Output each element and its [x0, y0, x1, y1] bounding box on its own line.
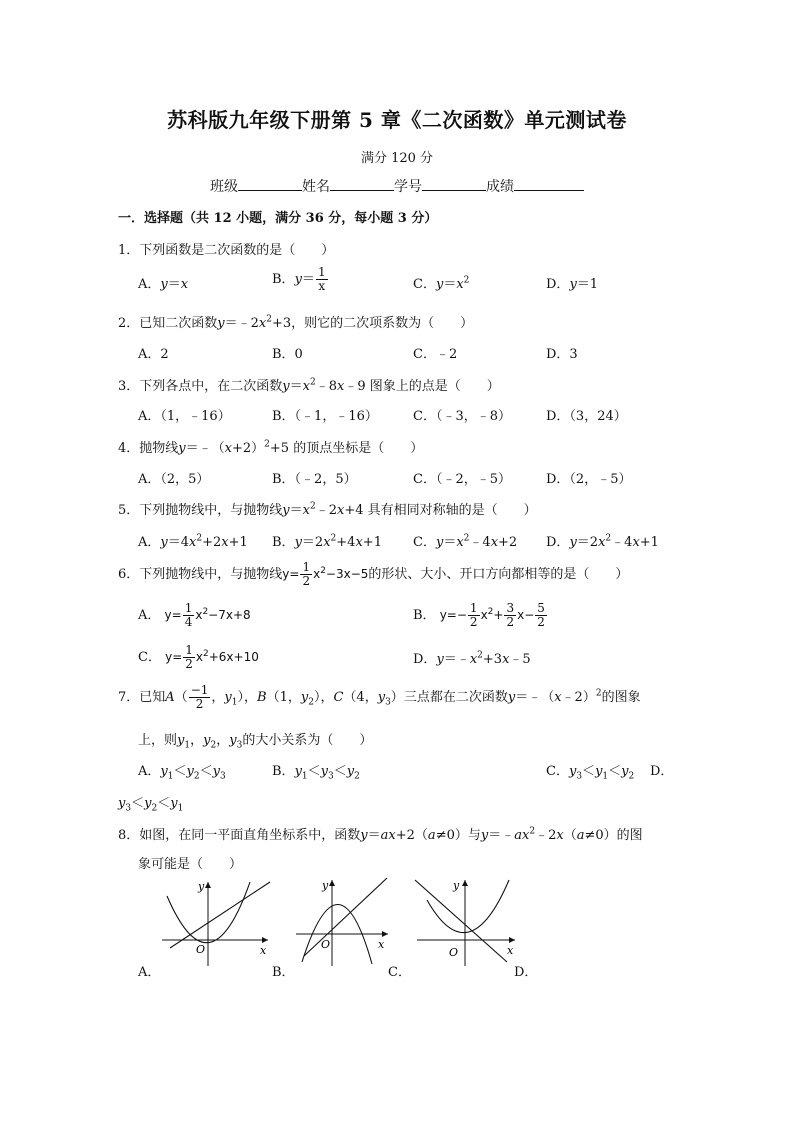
class-blank[interactable] — [238, 178, 302, 191]
svg-text:x: x — [378, 938, 385, 951]
name-label: 姓名 — [302, 179, 330, 195]
q8-option-b[interactable]: B． — [272, 965, 295, 980]
svg-text:O: O — [449, 946, 459, 959]
q4-option-c[interactable]: C．（﹣2，﹣5） — [413, 472, 511, 487]
svg-text:O: O — [321, 938, 331, 951]
q8-stem: 8．如图，在同一平面直角坐标系中，函数y＝ax+2（a≠0）与$y=﹣ax^2﹣2x(a\ne 0)$的图 — [118, 826, 643, 843]
student-info-line — [0, 176, 794, 196]
q1-option-d[interactable]: D．y＝1 — [546, 277, 599, 292]
graph-c[interactable] — [413, 876, 523, 968]
q2-option-b[interactable]: B．0 — [272, 347, 303, 362]
q1-option-a[interactable]: A．y＝x — [138, 277, 189, 292]
svg-text:x: x — [507, 944, 514, 957]
q5-option-a[interactable]: A．$y=4x^2+2x+1$ — [138, 533, 248, 550]
score-label: 成绩 — [486, 179, 514, 195]
q1-stem: 1．下列函数是二次函数的是（ ） — [118, 243, 335, 258]
name-blank[interactable] — [330, 178, 394, 191]
q3-stem: 3．下列各点中，在二次函数$y=x^2﹣8x﹣9$ 图象上的点是（ ） — [118, 377, 500, 394]
q5-option-c[interactable]: C．$y=x^2﹣4x+2$ — [413, 533, 518, 550]
q5-option-d[interactable]: D．$y=2x^2﹣4x+1$ — [546, 533, 659, 550]
q4-option-b[interactable]: B．（﹣2，5） — [272, 472, 357, 487]
page-title: 苏科版九年级下册第 5 章《二次函数》单元测试卷 — [167, 108, 627, 132]
graph-a[interactable] — [160, 876, 275, 968]
q2-option-d[interactable]: D．3 — [546, 347, 578, 362]
q6-option-a[interactable]: A． y= $\frac{1}{4}$ $x^2-7x+8$ — [138, 601, 251, 629]
q4-option-d[interactable]: D．（2，﹣5） — [546, 472, 632, 487]
graph-b[interactable] — [292, 876, 392, 968]
q6-stem: 6．下列抛物线中，与抛物线y= $\frac{1}{2}$ $x^2-3x-5$的形状、大小、开口方向都相等的是（ ） — [118, 560, 629, 588]
svg-text:y: y — [198, 880, 205, 893]
svg-text:y: y — [322, 879, 329, 892]
q4-option-a[interactable]: A．（2，5） — [138, 472, 210, 487]
q8-stem-line2: 象可能是（ ） — [138, 857, 243, 872]
q7-stem-line2: 上，则$y_1$，$y_2$，$y_3$的大小关系为（ ） — [138, 733, 373, 751]
q7-option-a[interactable]: A．$y_1<y_2<y_3$ — [138, 764, 226, 782]
q7-option-b[interactable]: B．$y_1<y_3<y_2$ — [272, 764, 360, 782]
q3-option-a[interactable]: A．（1，﹣16） — [138, 409, 231, 424]
q7-option-c[interactable]: C．$y_3<y_1<y_2$ — [546, 764, 635, 782]
svg-text:x: x — [260, 944, 267, 957]
full-score: 满分 120 分 — [360, 151, 434, 166]
q2-option-c[interactable]: C．﹣2 — [413, 347, 458, 362]
q2-option-a[interactable]: A．2 — [138, 347, 169, 362]
q1-option-b[interactable]: B．y＝ $\frac{1}{x}$ — [272, 265, 326, 293]
q7-option-d-label[interactable]: D． — [650, 764, 674, 779]
class-label: 班级 — [210, 179, 238, 195]
svg-text:y: y — [453, 879, 460, 892]
q7-stem: 7．已知A（ $\frac{-1}{2}$ ，$y_1$），B（1，$y_2$），C（4，$y_3$）三点都在二次函数y＝﹣（x﹣2）$^2$的图象 — [118, 683, 641, 711]
number-label: 学号 — [394, 179, 422, 195]
q6-option-d[interactable]: D．$y=﹣x^2+3x﹣5$ — [413, 650, 531, 667]
q8-option-d[interactable]: D． — [514, 965, 538, 980]
section-heading: 一．选择题（共 12 小题，满分 36 分，每小题 3 分） — [118, 211, 438, 226]
q3-option-c[interactable]: C．（﹣3，﹣8） — [413, 409, 511, 424]
q3-option-d[interactable]: D．（3，24） — [546, 409, 627, 424]
q6-option-c[interactable]: C． y= $\frac{1}{2}$ $x^2+6x+10$ — [138, 643, 259, 671]
q5-stem: 5．下列抛物线中，与抛物线$y=x^2﹣2x+4$ 具有相同对称轴的是（ ） — [118, 501, 537, 518]
q1-option-c[interactable]: C．$y=x^2$ — [413, 275, 470, 292]
q7-option-d[interactable]: $y_3<y_2<y_1$ — [118, 796, 184, 814]
q8-option-c[interactable]: C． — [388, 965, 411, 980]
number-blank[interactable] — [422, 178, 486, 191]
q5-option-b[interactable]: B．$y=2x^2+4x+1$ — [272, 533, 382, 550]
q6-option-b[interactable]: B． y=− $\frac{1}{2}$ $x^2+$ $\frac{3}{2}$ x− $\frac{5}{2}$ — [413, 601, 545, 629]
svg-text:O: O — [196, 943, 206, 956]
q3-option-b[interactable]: B．（﹣1，﹣16） — [272, 409, 378, 424]
q4-stem: 4．抛物线$y=﹣(x+2)^2+5$ 的顶点坐标是（ ） — [118, 439, 424, 456]
q8-option-a[interactable]: A． — [138, 965, 161, 980]
score-blank[interactable] — [514, 178, 584, 191]
q2-stem: 2．已知二次函数$y=﹣2x^2+3$，则它的二次项系数为（ ） — [118, 314, 474, 331]
